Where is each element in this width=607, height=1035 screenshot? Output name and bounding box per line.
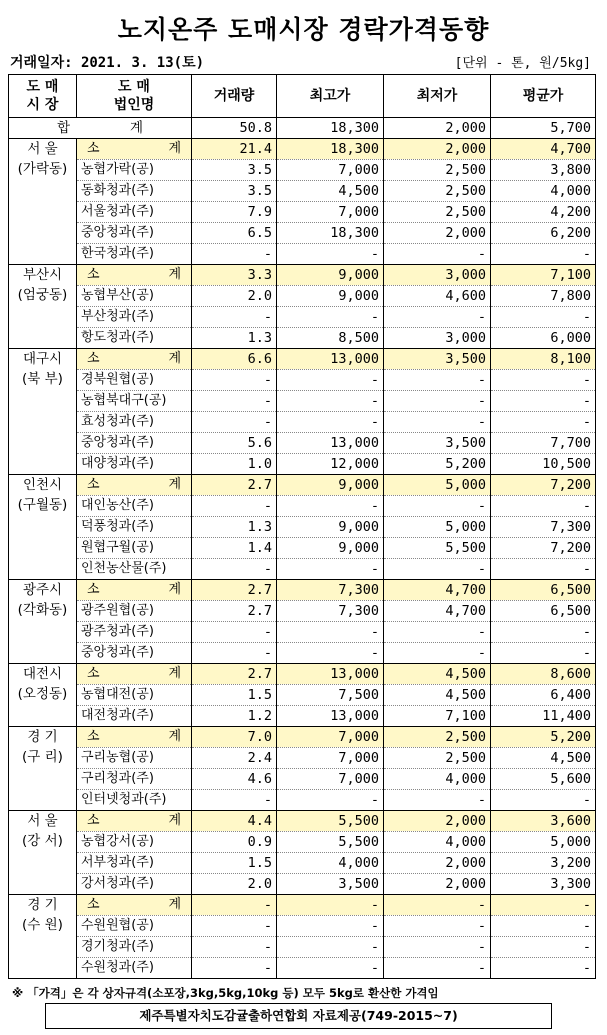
cell-volume: - bbox=[192, 496, 277, 517]
cell-volume: 3.5 bbox=[192, 181, 277, 202]
cell-max: 9,000 bbox=[277, 475, 384, 496]
total-label: 합 계 bbox=[9, 118, 192, 139]
cell-volume: 6.5 bbox=[192, 223, 277, 244]
subtotal-row bbox=[9, 895, 596, 916]
cell-avg: - bbox=[491, 307, 596, 328]
market-name: 서 울 (가락동) bbox=[9, 139, 77, 265]
header-corp: 도 매 법인명 bbox=[77, 75, 192, 118]
cell-volume: - bbox=[192, 790, 277, 811]
cell-min: 2,500 bbox=[384, 160, 491, 181]
corp-name: 원협구월(공) bbox=[77, 538, 192, 559]
corp-name: 효성청과(주) bbox=[77, 412, 192, 433]
subtotal-row bbox=[9, 811, 596, 832]
cell-volume: 7.9 bbox=[192, 202, 277, 223]
cell-volume: 5.6 bbox=[192, 433, 277, 454]
table-row bbox=[9, 328, 596, 349]
corp-name: 대양청과(주) bbox=[77, 454, 192, 475]
subtotal-row bbox=[9, 349, 596, 370]
cell-avg: 7,200 bbox=[491, 475, 596, 496]
cell-min: - bbox=[384, 307, 491, 328]
cell-min: 2,500 bbox=[384, 748, 491, 769]
table-row bbox=[9, 937, 596, 958]
cell-min: - bbox=[384, 916, 491, 937]
cell-volume: 4.4 bbox=[192, 811, 277, 832]
page-title: 노지온주 도매시장 경락가격동향 bbox=[117, 15, 490, 44]
table-row bbox=[9, 244, 596, 265]
cell-max: - bbox=[277, 790, 384, 811]
cell-max: 7,000 bbox=[277, 748, 384, 769]
cell-min: 4,000 bbox=[384, 769, 491, 790]
cell-min: 4,500 bbox=[384, 685, 491, 706]
cell-volume: 1.5 bbox=[192, 685, 277, 706]
cell-volume: - bbox=[192, 958, 277, 979]
cell-volume: 2.0 bbox=[192, 286, 277, 307]
subtotal-label: 소 계 bbox=[77, 727, 192, 748]
cell-min: - bbox=[384, 622, 491, 643]
cell-volume: 2.7 bbox=[192, 601, 277, 622]
table-row bbox=[9, 496, 596, 517]
cell-avg: - bbox=[491, 370, 596, 391]
cell-max: 3,500 bbox=[277, 874, 384, 895]
cell-avg: 6,000 bbox=[491, 328, 596, 349]
cell-min: 3,500 bbox=[384, 433, 491, 454]
cell-max: 13,000 bbox=[277, 706, 384, 727]
table-row bbox=[9, 916, 596, 937]
cell-max: 7,000 bbox=[277, 202, 384, 223]
subtotal-label: 소 계 bbox=[77, 139, 192, 160]
table-row bbox=[9, 832, 596, 853]
subtotal-row bbox=[9, 727, 596, 748]
cell-avg: 7,200 bbox=[491, 538, 596, 559]
cell-volume: - bbox=[192, 391, 277, 412]
cell-max: 18,300 bbox=[277, 223, 384, 244]
cell-volume: - bbox=[192, 937, 277, 958]
corp-name: 농협강서(공) bbox=[77, 832, 192, 853]
market-name: 인천시 (구월동) bbox=[9, 475, 77, 580]
cell-max: - bbox=[277, 244, 384, 265]
cell-avg: 4,700 bbox=[491, 139, 596, 160]
total-row bbox=[9, 118, 596, 139]
subtotal-label: 소 계 bbox=[77, 475, 192, 496]
table-row bbox=[9, 685, 596, 706]
cell-volume: - bbox=[192, 895, 277, 916]
cell-volume: 6.6 bbox=[192, 349, 277, 370]
header-avg: 평균가 bbox=[491, 75, 596, 118]
cell-max: 5,500 bbox=[277, 832, 384, 853]
cell-min: - bbox=[384, 391, 491, 412]
cell-volume: 1.5 bbox=[192, 853, 277, 874]
cell-min: - bbox=[384, 937, 491, 958]
cell-avg: 7,100 bbox=[491, 265, 596, 286]
cell-max: 7,300 bbox=[277, 601, 384, 622]
cell-avg: - bbox=[491, 559, 596, 580]
cell-avg: - bbox=[491, 412, 596, 433]
cell-volume: 1.3 bbox=[192, 517, 277, 538]
corp-name: 경기청과(주) bbox=[77, 937, 192, 958]
cell-max: - bbox=[277, 937, 384, 958]
corp-name: 중앙청과(주) bbox=[77, 643, 192, 664]
cell-min: 2,500 bbox=[384, 181, 491, 202]
cell-max: 7,300 bbox=[277, 580, 384, 601]
market-name: 경 기 (수 원) bbox=[9, 895, 77, 979]
cell-min: 4,500 bbox=[384, 664, 491, 685]
cell-max: - bbox=[277, 391, 384, 412]
cell-avg: 6,400 bbox=[491, 685, 596, 706]
cell-min: - bbox=[384, 790, 491, 811]
cell-min: - bbox=[384, 412, 491, 433]
cell-min: 4,700 bbox=[384, 601, 491, 622]
total-volume: 50.8 bbox=[192, 118, 277, 139]
cell-min: 2,000 bbox=[384, 853, 491, 874]
cell-avg: 11,400 bbox=[491, 706, 596, 727]
cell-volume: 2.0 bbox=[192, 874, 277, 895]
cell-volume: - bbox=[192, 559, 277, 580]
table-row bbox=[9, 223, 596, 244]
cell-min: 2,000 bbox=[384, 139, 491, 160]
cell-volume: - bbox=[192, 307, 277, 328]
corp-name: 덕풍청과(주) bbox=[77, 517, 192, 538]
header-market: 도 매 시 장 bbox=[9, 75, 77, 118]
corp-name: 서울청과(주) bbox=[77, 202, 192, 223]
cell-volume: 2.7 bbox=[192, 475, 277, 496]
corp-name: 농협부산(공) bbox=[77, 286, 192, 307]
market-name: 대전시 (오정동) bbox=[9, 664, 77, 727]
cell-volume: - bbox=[192, 370, 277, 391]
corp-name: 광주원협(공) bbox=[77, 601, 192, 622]
cell-max: - bbox=[277, 958, 384, 979]
corp-name: 강서청과(주) bbox=[77, 874, 192, 895]
cell-min: 4,000 bbox=[384, 832, 491, 853]
cell-volume: 1.0 bbox=[192, 454, 277, 475]
subtotal-row bbox=[9, 475, 596, 496]
footnote: ※ 「가격」은 각 상자규격(소포장,3kg,5kg,10kg 등) 모두 5kg로 환산한 가격임 bbox=[12, 986, 439, 1000]
corp-name: 대전청과(주) bbox=[77, 706, 192, 727]
table-row bbox=[9, 391, 596, 412]
market-name: 대구시 (북 부) bbox=[9, 349, 77, 475]
cell-avg: 3,600 bbox=[491, 811, 596, 832]
cell-max: 13,000 bbox=[277, 664, 384, 685]
cell-min: 3,000 bbox=[384, 328, 491, 349]
cell-min: 5,200 bbox=[384, 454, 491, 475]
cell-volume: 1.3 bbox=[192, 328, 277, 349]
cell-max: - bbox=[277, 307, 384, 328]
table-row bbox=[9, 433, 596, 454]
cell-volume: 2.7 bbox=[192, 664, 277, 685]
cell-max: - bbox=[277, 496, 384, 517]
corp-name: 광주청과(주) bbox=[77, 622, 192, 643]
cell-avg: - bbox=[491, 958, 596, 979]
unit-label: [단위 - 톤, 원/5kg] bbox=[454, 56, 591, 71]
corp-name: 농협북대구(공) bbox=[77, 391, 192, 412]
cell-min: 2,500 bbox=[384, 727, 491, 748]
cell-avg: 5,000 bbox=[491, 832, 596, 853]
trade-date: 거래일자: 2021. 3. 13(토) bbox=[10, 55, 205, 71]
cell-avg: 10,500 bbox=[491, 454, 596, 475]
table-row bbox=[9, 160, 596, 181]
cell-min: - bbox=[384, 370, 491, 391]
cell-min: - bbox=[384, 958, 491, 979]
cell-avg: - bbox=[491, 244, 596, 265]
cell-max: 13,000 bbox=[277, 349, 384, 370]
corp-name: 인터넷청과(주) bbox=[77, 790, 192, 811]
corp-name: 수원원협(공) bbox=[77, 916, 192, 937]
cell-volume: - bbox=[192, 622, 277, 643]
table-row bbox=[9, 538, 596, 559]
total-max: 18,300 bbox=[277, 118, 384, 139]
market-name: 경 기 (구 리) bbox=[9, 727, 77, 811]
table-row bbox=[9, 454, 596, 475]
cell-avg: - bbox=[491, 622, 596, 643]
cell-min: - bbox=[384, 895, 491, 916]
cell-volume: 3.5 bbox=[192, 160, 277, 181]
price-table bbox=[8, 74, 596, 979]
subtotal-row bbox=[9, 139, 596, 160]
cell-avg: - bbox=[491, 643, 596, 664]
cell-avg: 4,500 bbox=[491, 748, 596, 769]
table-row bbox=[9, 790, 596, 811]
cell-avg: 6,500 bbox=[491, 601, 596, 622]
cell-max: 4,500 bbox=[277, 181, 384, 202]
cell-min: 4,700 bbox=[384, 580, 491, 601]
cell-avg: 5,600 bbox=[491, 769, 596, 790]
cell-min: 2,000 bbox=[384, 223, 491, 244]
subtotal-label: 소 계 bbox=[77, 580, 192, 601]
cell-avg: 3,800 bbox=[491, 160, 596, 181]
cell-min: 5,000 bbox=[384, 475, 491, 496]
cell-avg: 6,500 bbox=[491, 580, 596, 601]
cell-max: - bbox=[277, 643, 384, 664]
cell-volume: 1.2 bbox=[192, 706, 277, 727]
cell-avg: 3,200 bbox=[491, 853, 596, 874]
corp-name: 수원청과(주) bbox=[77, 958, 192, 979]
cell-max: 7,000 bbox=[277, 160, 384, 181]
cell-max: - bbox=[277, 622, 384, 643]
cell-volume: - bbox=[192, 643, 277, 664]
market-name: 광주시 (각화동) bbox=[9, 580, 77, 664]
cell-volume: 0.9 bbox=[192, 832, 277, 853]
cell-min: - bbox=[384, 643, 491, 664]
corp-name: 농협대전(공) bbox=[77, 685, 192, 706]
total-avg: 5,700 bbox=[491, 118, 596, 139]
cell-max: - bbox=[277, 559, 384, 580]
cell-avg: 5,200 bbox=[491, 727, 596, 748]
table-row bbox=[9, 181, 596, 202]
cell-min: - bbox=[384, 496, 491, 517]
cell-min: - bbox=[384, 559, 491, 580]
cell-max: 7,500 bbox=[277, 685, 384, 706]
cell-avg: 4,200 bbox=[491, 202, 596, 223]
corp-name: 부산청과(주) bbox=[77, 307, 192, 328]
corp-name: 한국청과(주) bbox=[77, 244, 192, 265]
corp-name: 중앙청과(주) bbox=[77, 223, 192, 244]
cell-avg: 7,800 bbox=[491, 286, 596, 307]
cell-max: 9,000 bbox=[277, 517, 384, 538]
subtotal-row bbox=[9, 664, 596, 685]
corp-name: 대인농산(주) bbox=[77, 496, 192, 517]
cell-max: 18,300 bbox=[277, 139, 384, 160]
subtotal-row bbox=[9, 580, 596, 601]
table-row bbox=[9, 370, 596, 391]
table-row bbox=[9, 643, 596, 664]
cell-avg: - bbox=[491, 895, 596, 916]
cell-volume: 21.4 bbox=[192, 139, 277, 160]
table-row bbox=[9, 307, 596, 328]
cell-avg: - bbox=[491, 916, 596, 937]
market-name: 부산시 (엄궁동) bbox=[9, 265, 77, 349]
cell-avg: 8,600 bbox=[491, 664, 596, 685]
cell-avg: - bbox=[491, 937, 596, 958]
cell-volume: 2.7 bbox=[192, 580, 277, 601]
header-volume: 거래량 bbox=[192, 75, 277, 118]
cell-avg: 8,100 bbox=[491, 349, 596, 370]
cell-max: 9,000 bbox=[277, 265, 384, 286]
cell-min: 5,500 bbox=[384, 538, 491, 559]
cell-min: 2,000 bbox=[384, 874, 491, 895]
cell-max: 5,500 bbox=[277, 811, 384, 832]
subtotal-label: 소 계 bbox=[77, 349, 192, 370]
cell-avg: - bbox=[491, 391, 596, 412]
corp-name: 농협가락(공) bbox=[77, 160, 192, 181]
cell-min: 2,000 bbox=[384, 811, 491, 832]
corp-name: 구리청과(주) bbox=[77, 769, 192, 790]
cell-max: 7,000 bbox=[277, 769, 384, 790]
table-row bbox=[9, 517, 596, 538]
cell-max: 13,000 bbox=[277, 433, 384, 454]
cell-avg: 4,000 bbox=[491, 181, 596, 202]
table-row bbox=[9, 286, 596, 307]
total-min: 2,000 bbox=[384, 118, 491, 139]
header-min: 최저가 bbox=[384, 75, 491, 118]
cell-min: 5,000 bbox=[384, 517, 491, 538]
cell-max: 9,000 bbox=[277, 286, 384, 307]
table-row bbox=[9, 958, 596, 979]
cell-avg: - bbox=[491, 790, 596, 811]
table-row bbox=[9, 853, 596, 874]
table-row bbox=[9, 622, 596, 643]
cell-volume: - bbox=[192, 412, 277, 433]
table-row bbox=[9, 559, 596, 580]
corp-name: 서부청과(주) bbox=[77, 853, 192, 874]
cell-max: - bbox=[277, 370, 384, 391]
cell-volume: 7.0 bbox=[192, 727, 277, 748]
corp-name: 인천농산물(주) bbox=[77, 559, 192, 580]
table-row bbox=[9, 601, 596, 622]
table-header-row bbox=[9, 75, 596, 118]
cell-min: 2,500 bbox=[384, 202, 491, 223]
subtotal-label: 소 계 bbox=[77, 895, 192, 916]
cell-max: 8,500 bbox=[277, 328, 384, 349]
cell-min: 4,600 bbox=[384, 286, 491, 307]
cell-max: 4,000 bbox=[277, 853, 384, 874]
corp-name: 동화청과(주) bbox=[77, 181, 192, 202]
cell-min: 3,000 bbox=[384, 265, 491, 286]
corp-name: 중앙청과(주) bbox=[77, 433, 192, 454]
table-row bbox=[9, 874, 596, 895]
cell-volume: - bbox=[192, 916, 277, 937]
cell-volume: 3.3 bbox=[192, 265, 277, 286]
subtotal-label: 소 계 bbox=[77, 664, 192, 685]
subtotal-label: 소 계 bbox=[77, 265, 192, 286]
table-row bbox=[9, 748, 596, 769]
header-max: 최고가 bbox=[277, 75, 384, 118]
cell-min: 3,500 bbox=[384, 349, 491, 370]
cell-min: 7,100 bbox=[384, 706, 491, 727]
cell-volume: 1.4 bbox=[192, 538, 277, 559]
cell-avg: 7,700 bbox=[491, 433, 596, 454]
table-row bbox=[9, 769, 596, 790]
cell-max: 7,000 bbox=[277, 727, 384, 748]
source-box: 제주특별자치도감귤출하연합회 자료제공(749-2015~7) bbox=[45, 1003, 552, 1029]
cell-max: - bbox=[277, 916, 384, 937]
corp-name: 경북원협(공) bbox=[77, 370, 192, 391]
cell-volume: 2.4 bbox=[192, 748, 277, 769]
cell-avg: - bbox=[491, 496, 596, 517]
cell-volume: 4.6 bbox=[192, 769, 277, 790]
cell-max: 9,000 bbox=[277, 538, 384, 559]
cell-avg: 3,300 bbox=[491, 874, 596, 895]
market-name: 서 울 (강 서) bbox=[9, 811, 77, 895]
cell-max: - bbox=[277, 895, 384, 916]
corp-name: 구리농협(공) bbox=[77, 748, 192, 769]
cell-min: - bbox=[384, 244, 491, 265]
table-row bbox=[9, 412, 596, 433]
corp-name: 항도청과(주) bbox=[77, 328, 192, 349]
cell-avg: 6,200 bbox=[491, 223, 596, 244]
table-row bbox=[9, 202, 596, 223]
cell-volume: - bbox=[192, 244, 277, 265]
cell-avg: 7,300 bbox=[491, 517, 596, 538]
cell-max: 12,000 bbox=[277, 454, 384, 475]
subtotal-label: 소 계 bbox=[77, 811, 192, 832]
subtotal-row bbox=[9, 265, 596, 286]
cell-max: - bbox=[277, 412, 384, 433]
table-row bbox=[9, 706, 596, 727]
